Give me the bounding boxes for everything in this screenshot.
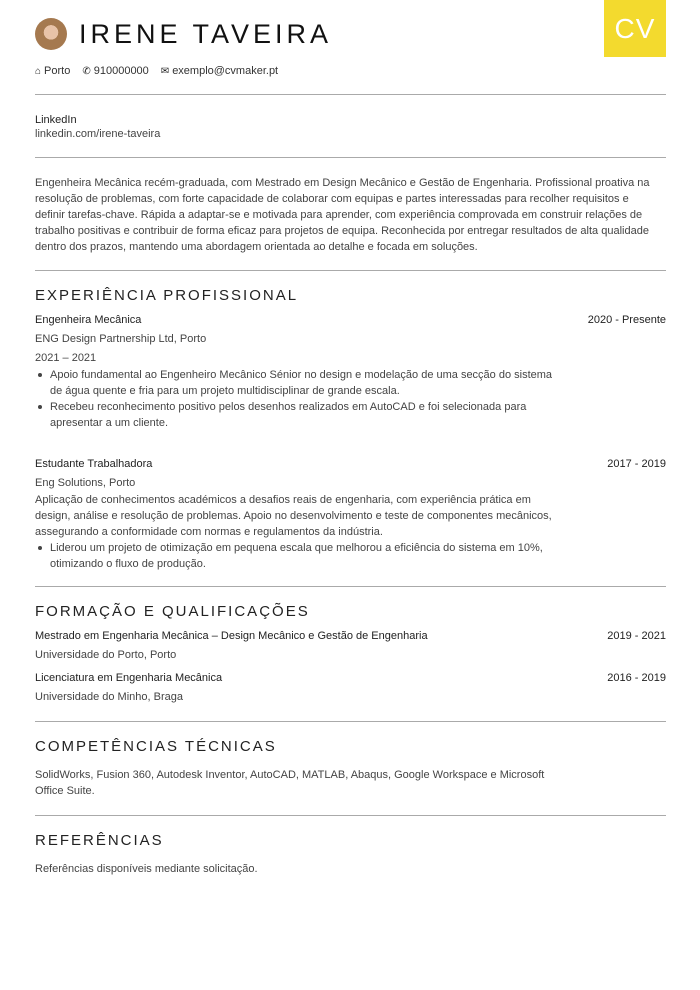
job-description: Aplicação de conhecimentos académicos a desafios reais de engenharia, com experiência prática em design, análise e resolução de problemas. Apoio no desenvolvimento e teste de componentes mecânicos, assegurando a conformidade com normas e regulamentos da indústria. xyxy=(35,494,552,538)
linkedin-link[interactable]: linkedin.com/irene-taveira xyxy=(35,128,161,140)
divider xyxy=(35,721,666,722)
phone-text: 910000000 xyxy=(93,65,149,77)
section-title-education: FORMAÇÃO E QUALIFICAÇÕES xyxy=(35,603,310,620)
section-title-experience: EXPERIÊNCIA PROFISSIONAL xyxy=(35,287,299,304)
linkedin-label: LinkedIn xyxy=(35,114,77,126)
section-title-references: REFERÊNCIAS xyxy=(35,832,164,849)
bullet-list xyxy=(35,367,565,431)
location-text: Porto xyxy=(44,65,71,77)
job-dates: 2017 - 2019 xyxy=(607,458,666,470)
degree: Mestrado em Engenharia Mecânica – Design Mecânico e Gestão de Engenharia xyxy=(35,630,428,642)
divider xyxy=(35,94,666,95)
education-item xyxy=(35,670,666,706)
references-text: Referências disponíveis mediante solicitação. xyxy=(35,863,258,875)
candidate-name: IRENE TAVEIRA xyxy=(79,18,333,49)
email-link[interactable]: exemplo@cvmaker.pt xyxy=(172,65,279,77)
school: Universidade do Porto, Porto xyxy=(35,649,177,661)
bullet-item: Recebeu reconhecimento positivo pelos desenhos realizados em AutoCAD e foi selecionada para apresentar a um cliente. xyxy=(35,399,565,431)
divider xyxy=(35,157,666,158)
header xyxy=(35,17,666,51)
contact-phone xyxy=(82,65,148,77)
bullet-list xyxy=(35,540,565,572)
avatar xyxy=(35,18,67,50)
phone-icon: ✆ xyxy=(82,66,91,77)
divider xyxy=(35,586,666,587)
job-title: Engenheira Mecânica xyxy=(35,314,142,326)
resume xyxy=(35,0,666,877)
school: Universidade do Minho, Braga xyxy=(35,691,183,703)
contact-location xyxy=(35,65,70,77)
bullet-item: Apoio fundamental ao Engenheiro Mecânico Sénior no design e modelação de uma secção do sistema de água quente e fria para um projeto multidisciplinar de grande escala. xyxy=(35,367,565,399)
job-dates: 2020 - Presente xyxy=(587,314,666,326)
divider xyxy=(35,815,666,816)
contact-info xyxy=(35,65,666,77)
company: ENG Design Partnership Ltd, Porto xyxy=(35,333,207,345)
education-dates: 2016 - 2019 xyxy=(607,672,666,684)
cv-badge: CV xyxy=(604,0,666,57)
job-title: Estudante Trabalhadora xyxy=(35,458,153,470)
education-item xyxy=(35,628,666,664)
sub-dates: 2021 – 2021 xyxy=(35,352,97,364)
company: Eng Solutions, Porto xyxy=(35,477,136,489)
divider xyxy=(35,270,666,271)
degree: Licenciatura em Engenharia Mecânica xyxy=(35,672,223,684)
bullet-item: Liderou um projeto de otimização em pequena escala que melhorou a eficiência do sistema em 10%, otimizando o fluxo de produção. xyxy=(35,540,565,572)
profile-summary: Engenheira Mecânica recém-graduada, com Mestrado em Design Mecânico e Gestão de Engenharia. Profissional proativa na resolução de problemas, com forte capacidade de colaborar com equipas e partes interessadas para recolher requisitos e definir tarefas-chave. Rápida a adaptar-se e motivada para aprender, com experiência comprovada em construir relações de trabalho positivas e contribuir de forma eficaz para projetos de equipa. Reconhecida por entregar resultados de alta qualidade dentro dos prazos, mantendo uma abordagem orientada ao detalhe e focada em soluções. xyxy=(35,177,650,253)
experience-item xyxy=(35,312,666,431)
mail-icon: ✉ xyxy=(160,66,170,77)
experience-item xyxy=(35,456,666,572)
contact-email[interactable] xyxy=(161,65,278,77)
education-dates: 2019 - 2021 xyxy=(607,630,666,642)
skills-text: SolidWorks, Fusion 360, Autodesk Inventor, AutoCAD, MATLAB, Abaqus, Google Workspace e Microsoft Office Suite. xyxy=(35,769,545,797)
section-title-skills: COMPETÊNCIAS TÉCNICAS xyxy=(35,738,277,755)
home-icon: ⌂ xyxy=(35,66,42,77)
